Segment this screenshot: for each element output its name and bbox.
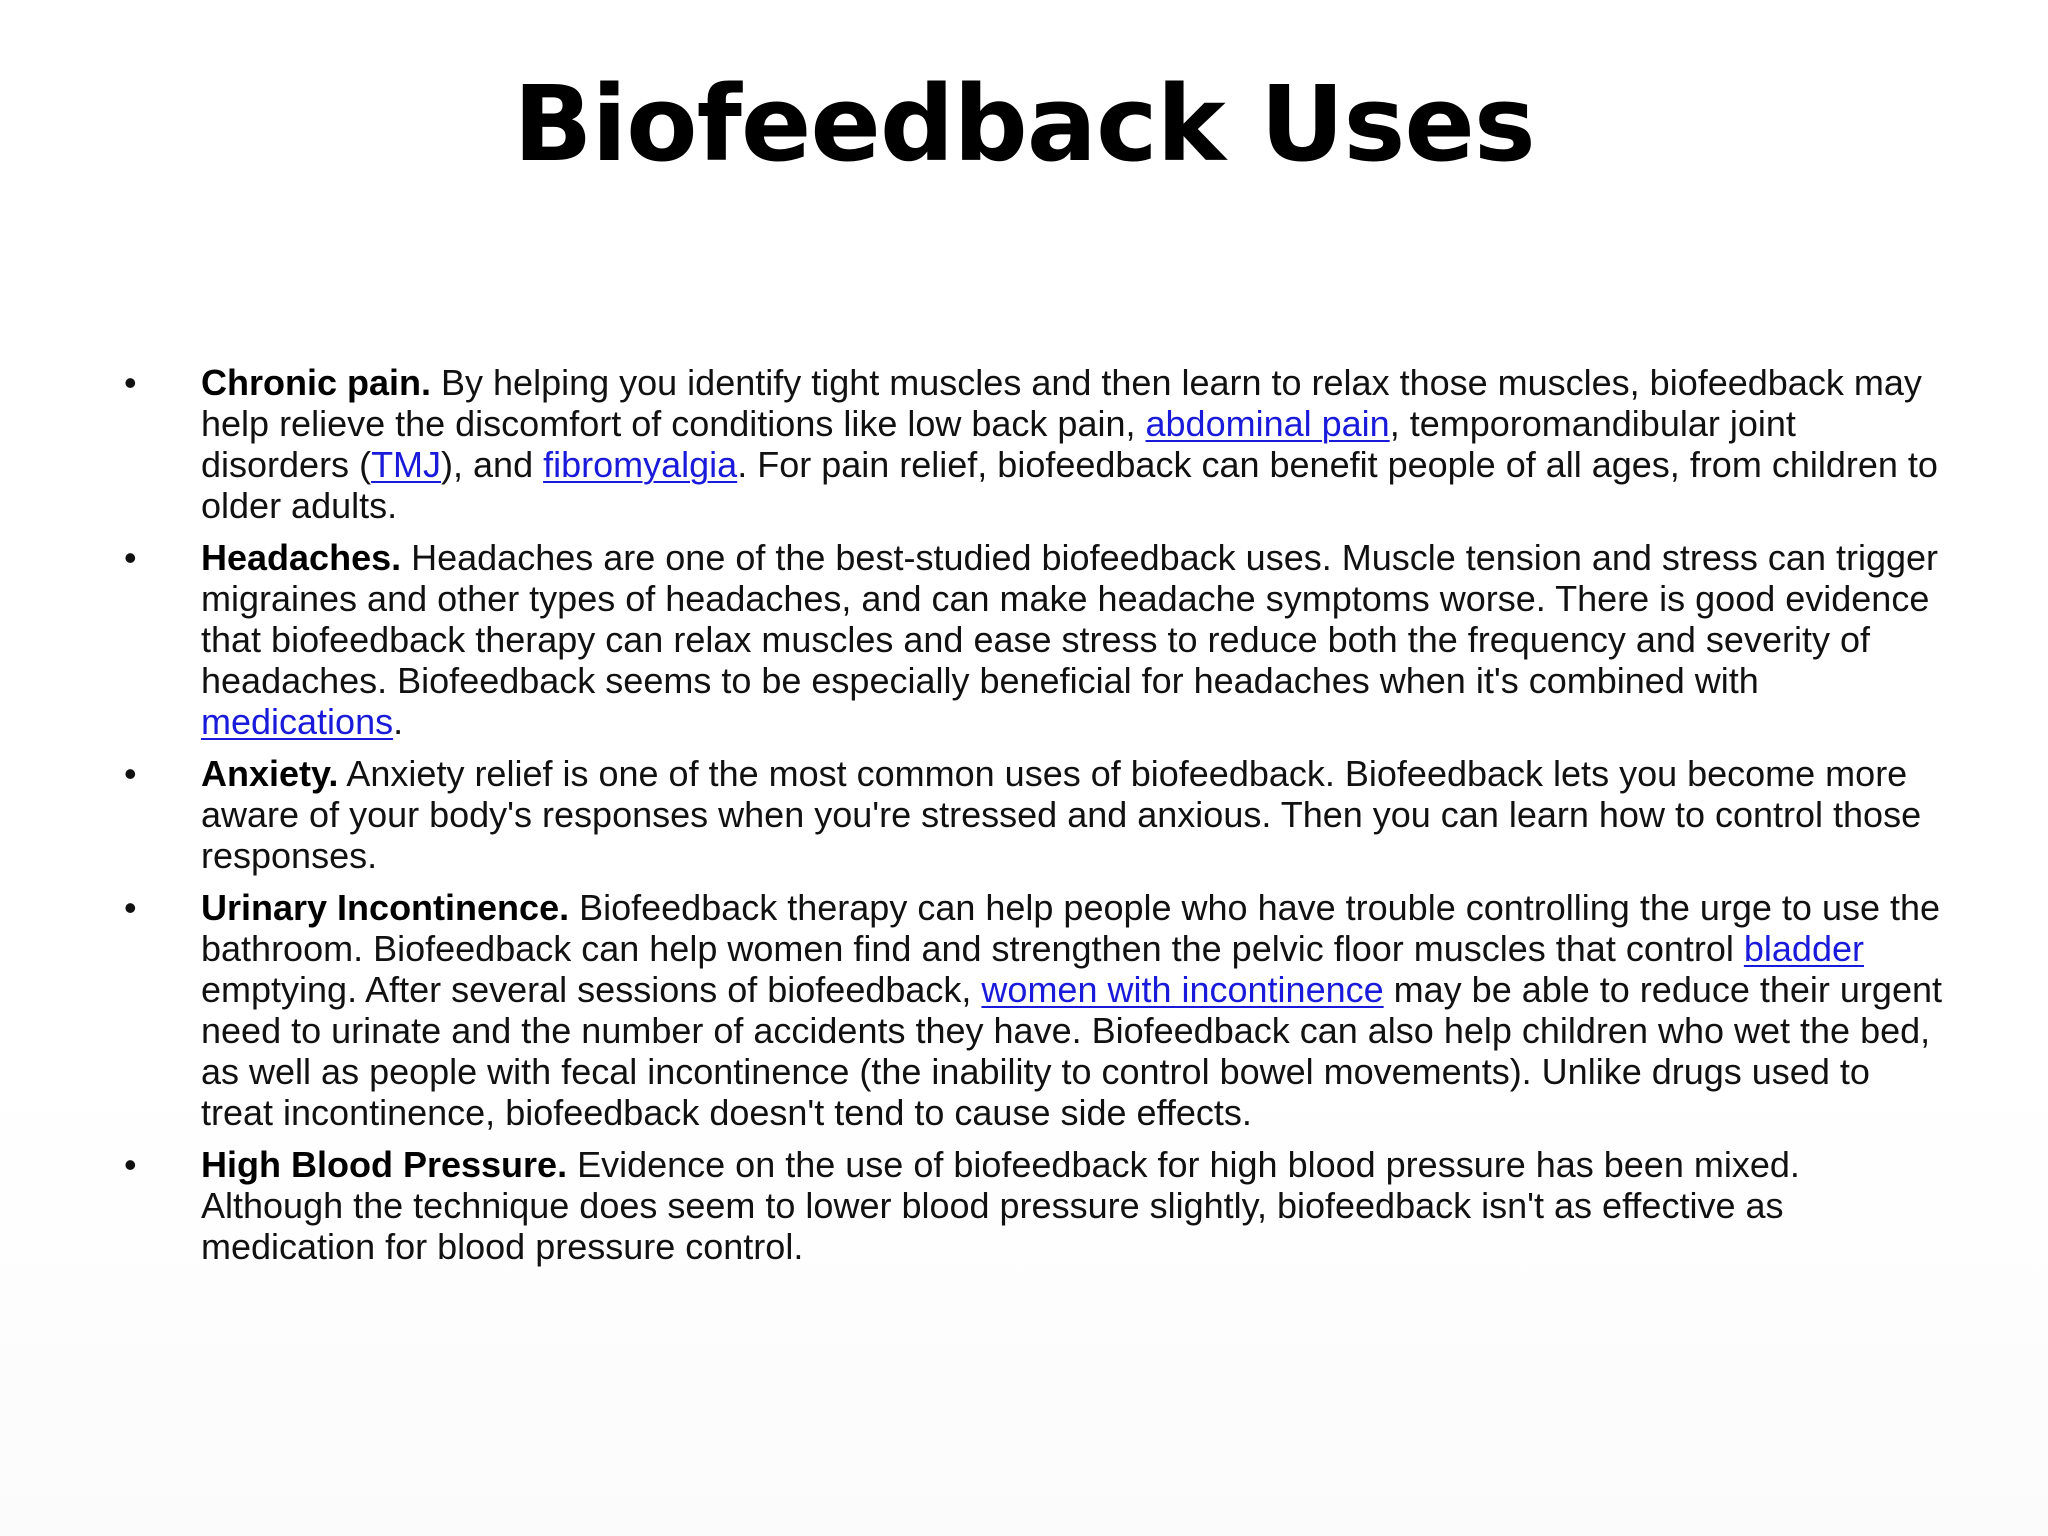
bullet-text: Evidence on the use of biofeedback for high blood pressure has been mixed. Although the technique does seem to lower blood pressure slightly, biofeedback isn't as effective as medication for blood pressure control. [201, 1144, 1800, 1267]
slide-title: Biofeedback Uses [513, 63, 1535, 185]
bullet-item [116, 1144, 1946, 1267]
bullet-term: Headaches. [201, 537, 402, 578]
bullet-term: High Blood Pressure. [201, 1144, 568, 1185]
bullet-text: Anxiety relief is one of the most common uses of biofeedback. Biofeedback lets you become more aware of your body's responses when you're stressed and anxious. Then you can learn how to control those responses. [201, 753, 1922, 876]
bullet-icon: • [124, 362, 137, 403]
bullet-item [116, 753, 1946, 876]
bullet-item [116, 362, 1946, 526]
slide-body [116, 362, 1946, 1278]
hyperlink[interactable]: women with incontinence [981, 969, 1384, 1010]
hyperlink[interactable]: fibromyalgia [543, 444, 738, 485]
bullet-text: By helping you identify tight muscles and then learn to relax those muscles, biofeedback may help relieve the discomfort of conditions like low back pain, [201, 362, 1922, 444]
hyperlink[interactable]: abdominal pain [1145, 403, 1390, 444]
bullet-text: Biofeedback therapy can help people who have trouble controlling the urge to use the bathroom. Biofeedback can help women find and strengthen the pelvic floor muscles that control [201, 887, 1941, 969]
bullet-text: may be able to reduce their urgent need to urinate and the number of accidents they have. Biofeedback can also help children who wet the bed, as well as people with fecal incontinence (the inability to control bowel movements). Unlike drugs used to treat incontinence, biofeedback doesn't tend to cause side effects. [201, 969, 1942, 1133]
bullet-text: . For pain relief, biofeedback can benefit people of all ages, from children to older adults. [201, 444, 1938, 526]
bullet-icon: • [124, 1144, 137, 1185]
bullet-item [116, 887, 1946, 1133]
bullet-text: , temporomandibular joint disorders ( [201, 403, 1796, 485]
bullet-term: Chronic pain. [201, 362, 432, 403]
bullet-term: Urinary Incontinence. [201, 887, 570, 928]
bullet-icon: • [124, 887, 137, 928]
hyperlink[interactable]: TMJ [371, 444, 442, 485]
hyperlink[interactable]: medications [201, 701, 394, 742]
bullet-icon: • [124, 753, 137, 794]
bullet-text: Headaches are one of the best-studied biofeedback uses. Muscle tension and stress can trigger migraines and other types of headaches, and can make headache symptoms worse. There is good evidence that biofeedback therapy can relax muscles and ease stress to reduce both the frequency and severity of headaches. Biofeedback seems to be especially beneficial for headaches when it's combined with [201, 537, 1939, 701]
bullet-text: . [393, 701, 404, 742]
bullet-icon: • [124, 537, 137, 578]
bullet-term: Anxiety. [201, 753, 339, 794]
bullet-item [116, 537, 1946, 742]
hyperlink[interactable]: bladder [1743, 928, 1864, 969]
bullet-text: emptying. After several sessions of biofeedback, [201, 969, 982, 1010]
bullet-list [116, 362, 1946, 1267]
bullet-text: ), and [441, 444, 544, 485]
